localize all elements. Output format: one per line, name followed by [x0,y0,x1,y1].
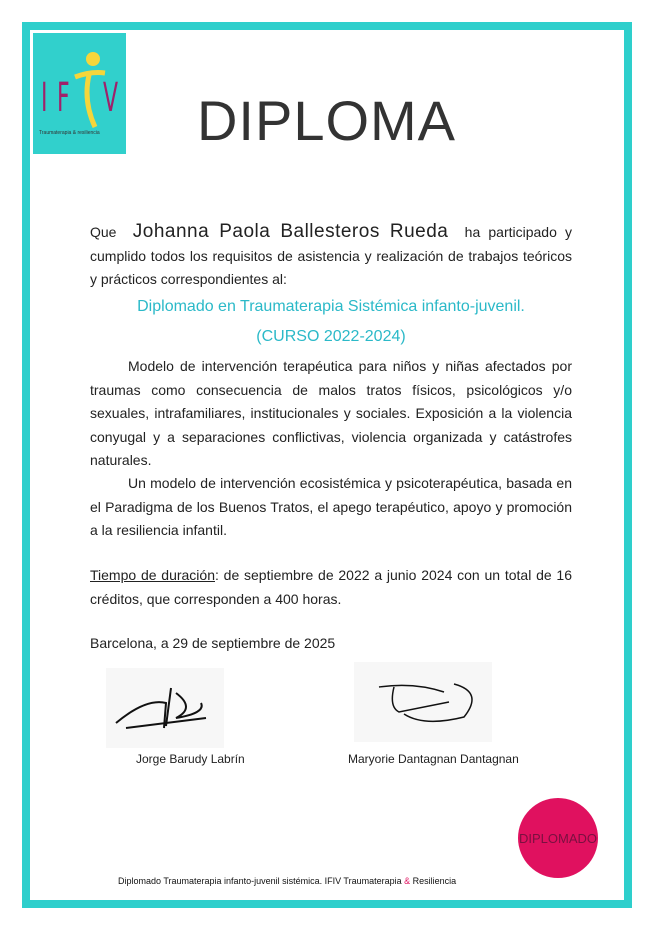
intro-que: Que [90,224,117,240]
description-1: Modelo de intervención terapéutica para niños y niñas afectados por traumas como consecuencia de malos tratos físicos, psicológicos y/o sexuales, intrafamiliares, institucionales y sociales. Exposición a la violencia conyugal y a separaciones conflictivas, violencia organizada y catástrofes naturales. [90,358,572,468]
intro-text: ha participado y cumplido todos los requisitos de asistencia y realización de trabajos teóricos y prácticos correspondientes al: [90,224,573,287]
duration-paragraph [90,564,572,611]
course-years: (CURSO 2022-2024) [256,328,406,345]
diplomado-badge [518,798,598,878]
badge-text: DIPLOMADO [518,830,597,846]
logo-tagline: Traumaterapia & resiliencia [39,130,100,136]
duration-label: Tiempo de duración [90,567,215,583]
logo-letter: I [41,75,48,121]
description-2: Un modelo de intervención ecosistémica y psicoterapéutica, basada en el Paradigma de los Buenos Tratos, el apego terapéutico, apoyo y promoción a la resiliencia infantil. [90,475,572,538]
course-name: Diplomado en Traumaterapia Sistémica infanto-juvenil. [137,298,525,315]
place-date: Barcelona, a 29 de septiembre de 2025 [90,635,336,651]
logo-letter: V [103,75,119,121]
recipient-name: Johanna Paola Ballesteros Rueda [132,221,449,242]
footer-text: Diplomado Traumaterapia infanto-juvenil sistémica. IFIV Traumaterapia [118,876,405,886]
signature-image [106,668,224,748]
footer-text: Resiliencia [410,876,457,886]
intro-paragraph [90,220,572,292]
page-title: DIPLOMA [196,89,457,152]
logo-letter: F [57,75,70,121]
signatory-name: Jorge Barudy Labrín [136,752,245,766]
signatory-name: Maryorie Dantagnan Dantagnan [348,752,519,766]
duration-text: : de septiembre de 2022 a junio 2024 con un total de 16 créditos, que corresponden a 400 horas. [90,567,573,607]
signature-image [354,662,492,742]
footer [118,876,456,886]
footer-amp: & [404,876,411,886]
